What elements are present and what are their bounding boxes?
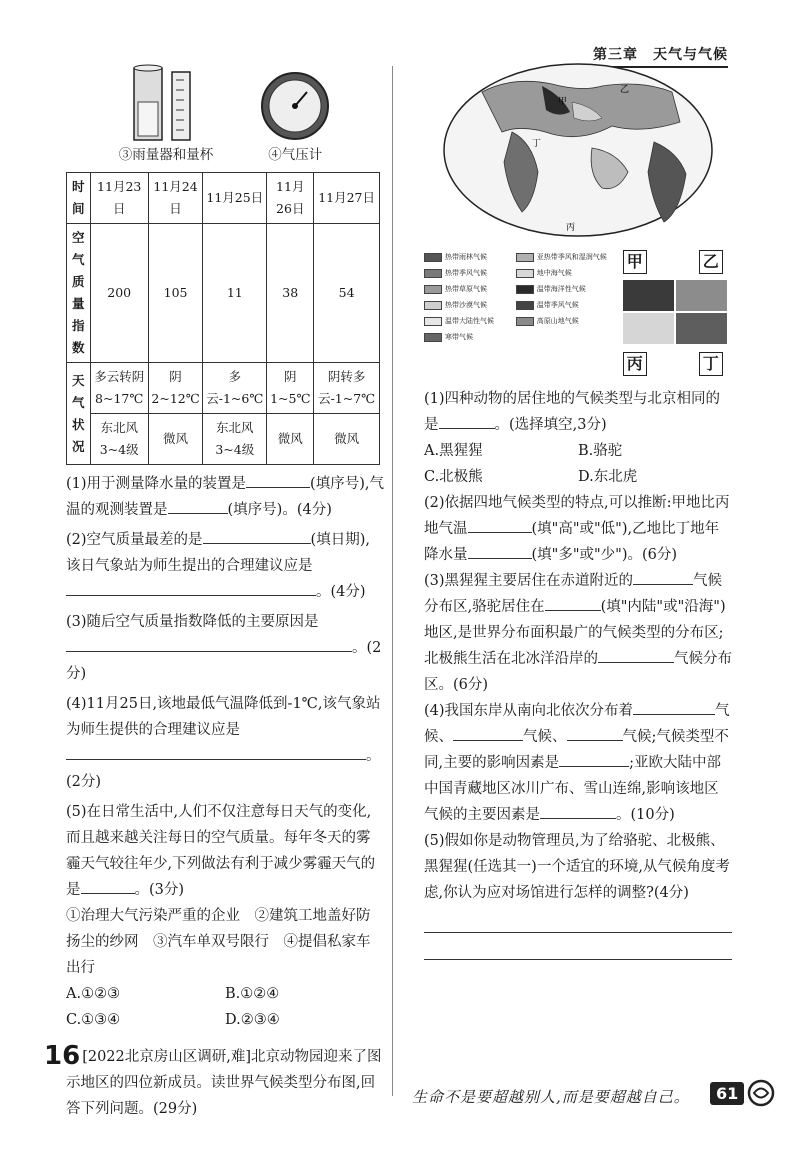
table-row bbox=[67, 414, 380, 465]
row-header-aqi: 空气质量指数 bbox=[67, 224, 91, 363]
footer-motto: 生命不是要超越别人,而是要超越自己。 bbox=[412, 1088, 690, 1106]
legend-swatch bbox=[424, 253, 442, 262]
option-b[interactable]: B.①②④ bbox=[225, 986, 280, 1002]
legend-label: 亚热带季风和湿润气候 bbox=[536, 253, 607, 261]
instruments-figure bbox=[66, 62, 384, 166]
table-cell: 11月26日 bbox=[267, 173, 314, 224]
legend-swatch bbox=[424, 301, 442, 310]
option-d[interactable]: D.东北虎 bbox=[578, 469, 638, 485]
question-16-intro: 16 [2022北京房山区调研,难]北京动物园迎来了图示地区的四位新成员。读世界气候类型分布图,回答下列问题。(29分) bbox=[44, 1041, 382, 1117]
left-column bbox=[44, 62, 384, 1122]
legend-label: 地中海气候 bbox=[536, 269, 572, 277]
page-number: 61 bbox=[710, 1082, 744, 1105]
question-16-1-options bbox=[424, 438, 732, 490]
publisher-logo-icon bbox=[746, 1078, 776, 1108]
table-cell: 多云-1~6℃ bbox=[203, 363, 267, 414]
chapter-header: 第三章 天气与气候 bbox=[593, 44, 728, 68]
chimpanzee-photo bbox=[623, 280, 674, 311]
map-label-ding: 丁 bbox=[532, 139, 542, 149]
option-a[interactable]: A.①②③ bbox=[66, 986, 121, 1002]
animal-label-yi: 乙 bbox=[699, 250, 723, 274]
legend-swatch bbox=[424, 269, 442, 278]
answer-blank[interactable] bbox=[203, 527, 311, 544]
legend-swatch bbox=[516, 285, 534, 294]
answer-blank[interactable] bbox=[453, 724, 523, 741]
barometer-icon bbox=[259, 70, 331, 142]
legend-swatch bbox=[516, 269, 534, 278]
right-column bbox=[424, 62, 732, 960]
weather-table bbox=[66, 172, 380, 465]
tiger-photo bbox=[676, 313, 727, 344]
rain-gauge-icon bbox=[128, 62, 204, 142]
legend-item bbox=[516, 284, 607, 295]
legend-item bbox=[424, 332, 510, 343]
question-5-options bbox=[66, 981, 384, 1033]
answer-blank[interactable] bbox=[66, 635, 352, 652]
legend-item bbox=[424, 268, 510, 279]
animal-label-ding: 丁 bbox=[699, 352, 723, 376]
row-header-time: 时间 bbox=[67, 173, 91, 224]
option-a[interactable]: A.黑猩猩 bbox=[424, 443, 483, 459]
legend-item bbox=[424, 300, 510, 311]
legend-item bbox=[516, 252, 607, 263]
legend-swatch bbox=[516, 317, 534, 326]
question-number: 16 bbox=[44, 1041, 81, 1071]
answer-blank[interactable] bbox=[633, 698, 715, 715]
table-cell: 多云转阴8~17℃ bbox=[90, 363, 148, 414]
legend-item bbox=[424, 316, 510, 327]
legend-label: 热带季风气候 bbox=[445, 269, 487, 277]
barometer-caption: ④气压计 bbox=[268, 147, 323, 163]
legend-item bbox=[516, 268, 607, 279]
question-16-2: (2)依据四地气候类型的特点,可以推断:甲地比丙地气温 (填"高"或"低"),乙地比丁地年降水量 (填"多"或"少")。(6分) bbox=[424, 495, 730, 563]
table-cell: 38 bbox=[267, 224, 314, 363]
table-cell: 阴1~5℃ bbox=[267, 363, 314, 414]
answer-line[interactable] bbox=[424, 933, 732, 960]
option-b[interactable]: B.骆驼 bbox=[578, 443, 623, 459]
answer-blank[interactable] bbox=[66, 579, 316, 596]
table-cell: 11月25日 bbox=[203, 173, 267, 224]
table-cell: 54 bbox=[314, 224, 380, 363]
answer-blank[interactable] bbox=[567, 724, 623, 741]
column-divider bbox=[392, 66, 393, 1096]
legend-swatch bbox=[516, 301, 534, 310]
legend-item bbox=[424, 284, 510, 295]
legend-label: 寒带气候 bbox=[445, 333, 473, 341]
legend-label: 热带草原气候 bbox=[445, 285, 487, 293]
left-questions bbox=[44, 471, 384, 1122]
answer-blank[interactable] bbox=[598, 646, 674, 663]
answer-blank[interactable] bbox=[468, 542, 532, 559]
table-cell: 11 bbox=[203, 224, 267, 363]
legend-item bbox=[424, 252, 510, 263]
table-cell: 微风 bbox=[267, 414, 314, 465]
question-5: (5)在日常生活中,人们不仅注意每日天气的变化,而且越来越关注每日的空气质量。每年冬天的雾霾天气较往年少,下列做法有利于减少雾霾天气的是 。(3分) bbox=[66, 804, 376, 898]
option-c[interactable]: C.①③④ bbox=[66, 1012, 121, 1028]
legend-label: 热带雨林气候 bbox=[445, 253, 487, 261]
answer-blank[interactable] bbox=[633, 568, 693, 585]
legend-swatch bbox=[516, 253, 534, 262]
table-cell: 东北风3~4级 bbox=[90, 414, 148, 465]
right-questions bbox=[424, 386, 732, 960]
animal-photo-grid bbox=[623, 280, 727, 344]
legend-item bbox=[516, 300, 607, 311]
legend-item bbox=[516, 316, 607, 327]
answer-blank[interactable] bbox=[81, 877, 135, 894]
rain-gauge-figure bbox=[119, 62, 214, 166]
table-cell: 东北风3~4级 bbox=[203, 414, 267, 465]
legend-and-animals bbox=[424, 248, 732, 380]
polar-bear-photo bbox=[623, 313, 674, 344]
map-label-bing: 丙 bbox=[566, 223, 576, 233]
answer-blank[interactable] bbox=[545, 594, 601, 611]
world-climate-map bbox=[442, 62, 714, 238]
camel-photo bbox=[676, 280, 727, 311]
table-cell: 微风 bbox=[148, 414, 203, 465]
question-16-5: (5)假如你是动物管理员,为了给骆驼、北极熊、黑猩猩(任选其一)一个适宜的环境,从气候角度考虑,你认为应对场馆进行怎样的调整?(4分) bbox=[424, 833, 730, 901]
answer-blank[interactable] bbox=[439, 412, 495, 429]
question-4: (4)11月25日,该地最低气温降低到-1℃,该气象站为师生提供的合理建议应是。(2分) bbox=[66, 696, 381, 790]
answer-blank[interactable] bbox=[168, 497, 228, 514]
animal-photos bbox=[613, 248, 732, 380]
question-16-4: (4)我国东岸从南向北依次分布着 气候、 气候、 气候;气候类型不同,主要的影响因素是 ;亚欧大陆中部中国青藏地区冰川广布、雪山连绵,影响该地区气候的主要因素是 。(10分) bbox=[424, 698, 732, 828]
table-cell: 11月23日 bbox=[90, 173, 148, 224]
table-row bbox=[67, 224, 380, 363]
legend-label: 高原山地气候 bbox=[536, 317, 579, 325]
map-label-yi: 乙 bbox=[620, 85, 630, 95]
world-map-graphic bbox=[442, 62, 714, 238]
legend-swatch bbox=[424, 285, 442, 294]
legend-label: 温带海洋性气候 bbox=[536, 285, 586, 293]
animal-label-bing: 丙 bbox=[623, 352, 647, 376]
answer-blank[interactable] bbox=[468, 516, 532, 533]
legend-label: 热带沙漠气候 bbox=[445, 301, 487, 309]
answer-blank[interactable] bbox=[66, 743, 366, 760]
question-2: (2)空气质量最差的是 (填日期),该日气象站为师生提出的合理建议应是。(4分) bbox=[66, 527, 384, 605]
table-cell: 阴转多云-1~7℃ bbox=[314, 363, 380, 414]
question-16-1: (1)四种动物的居住地的气候类型与北京相同的是 。(选择填空,3分) bbox=[424, 391, 721, 433]
legend-label: 温带大陆性气候 bbox=[445, 317, 494, 325]
table-cell: 105 bbox=[148, 224, 203, 363]
table-cell: 200 bbox=[90, 224, 148, 363]
answer-blank[interactable] bbox=[559, 750, 629, 767]
question-16-3: (3)黑猩猩主要居住在赤道附近的 气候分布区,骆驼居住在 (填"内陆"或"沿海")地区,是世界分布面积最广的气候类型的分布区;北极熊生活在北冰洋沿岸的 气候分布区。(6分) bbox=[424, 568, 732, 698]
climate-legend bbox=[424, 252, 607, 380]
legend-label: 温带季风气候 bbox=[536, 301, 579, 309]
row-header-weather: 天气状况 bbox=[67, 363, 91, 465]
table-cell: 微风 bbox=[314, 414, 380, 465]
barometer-figure bbox=[259, 62, 331, 166]
question-1: (1)用于测量降水量的装置是 (填序号),气温的观测装置是 (填序号)。(4分) bbox=[66, 471, 384, 523]
rain-gauge-caption: ③雨量器和量杯 bbox=[118, 147, 214, 163]
table-row bbox=[67, 363, 380, 414]
map-label-jia: 甲 bbox=[558, 97, 568, 107]
legend-swatch bbox=[424, 317, 442, 326]
table-cell: 11月27日 bbox=[314, 173, 380, 224]
option-c[interactable]: C.北极熊 bbox=[424, 469, 483, 485]
answer-blank[interactable] bbox=[540, 802, 616, 819]
question-3: (3)随后空气质量指数降低的主要原因是。(2分) bbox=[66, 614, 382, 682]
legend-swatch bbox=[424, 333, 442, 342]
table-cell: 阴2~12℃ bbox=[148, 363, 203, 414]
animal-label-jia: 甲 bbox=[623, 250, 647, 274]
question-5-statements: ①治理大气污染严重的企业 ②建筑工地盖好防扬尘的纱网 ③汽车单双号限行 ④提倡私家车出行 bbox=[66, 908, 371, 976]
answer-blank[interactable] bbox=[246, 471, 310, 488]
answer-line[interactable] bbox=[424, 906, 732, 933]
option-d[interactable]: D.②③④ bbox=[225, 1012, 280, 1028]
table-row bbox=[67, 173, 380, 224]
table-cell: 11月24日 bbox=[148, 173, 203, 224]
